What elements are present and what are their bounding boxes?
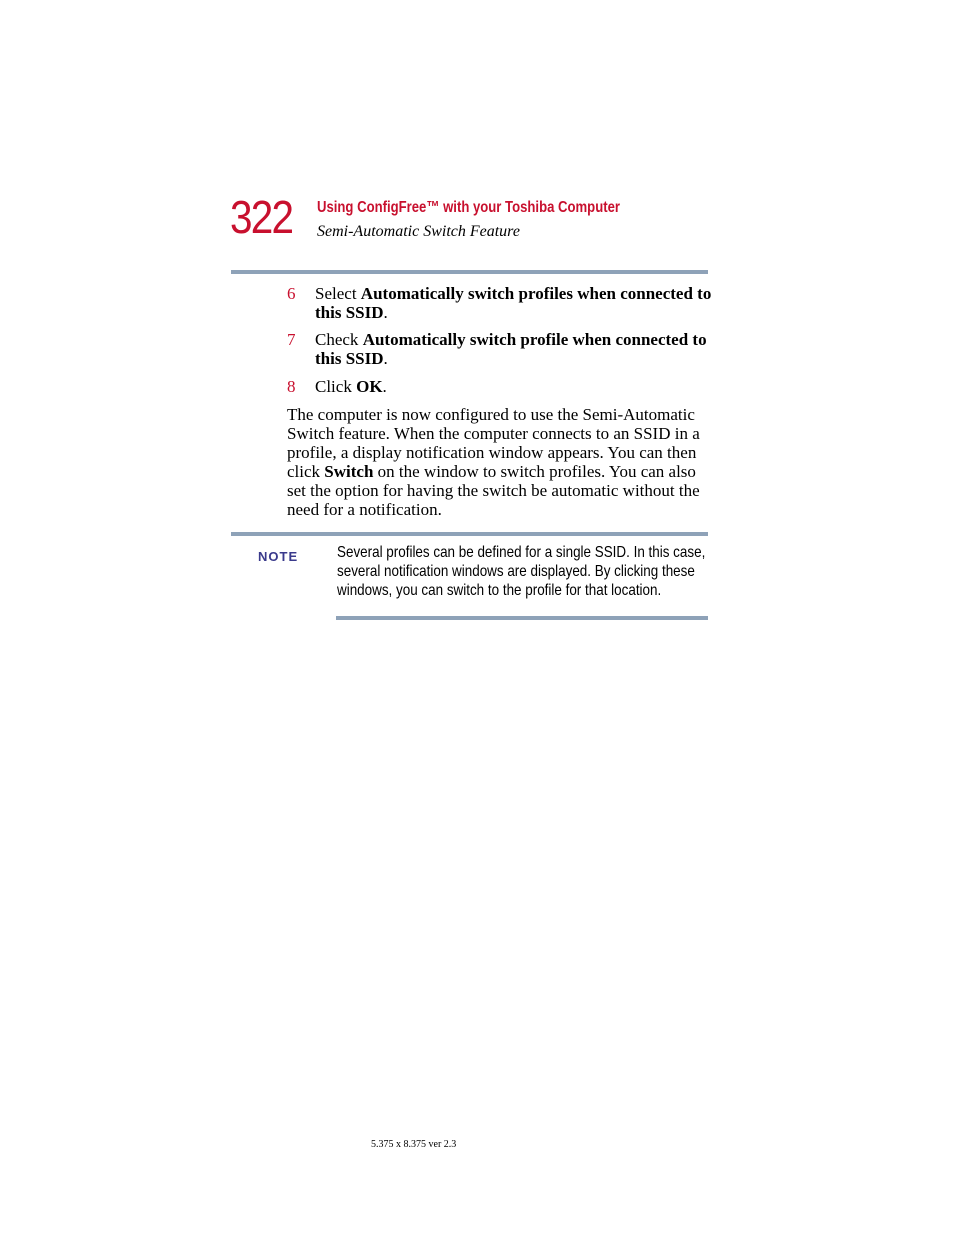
note-label: NOTE <box>258 549 299 564</box>
step-prefix: Click <box>315 377 357 396</box>
step-text <box>315 377 712 396</box>
top-divider <box>231 270 708 274</box>
step-text <box>315 284 712 322</box>
footer-text: 5.375 x 8.375 ver 2.3 <box>371 1139 457 1150</box>
section-title: Semi-Automatic Switch Feature <box>317 223 520 240</box>
step-option: Automatically switch profiles when connected to this SSID <box>315 284 712 322</box>
chapter-title: Using ConfigFree™ with your Toshiba Computer <box>317 199 620 216</box>
paragraph-text: The computer is now configured to use the Semi-Automatic Switch feature. When the computer connects to an SSID in a profile, a display notification window appears. You can then click <box>287 405 700 481</box>
step-suffix: . <box>382 377 387 396</box>
note-text: Several profiles can be defined for a single SSID. In this case, several notification windows are displayed. By clicking these windows, you can switch to the profile for that location. <box>337 544 706 599</box>
note-divider-bottom <box>336 616 708 620</box>
page-number: 322 <box>230 191 293 243</box>
step-suffix: . <box>383 303 388 322</box>
step-option: OK <box>356 377 383 396</box>
step-text <box>315 330 712 368</box>
paragraph-bold: Switch <box>324 462 374 481</box>
step-option: Automatically switch profile when connected to this SSID <box>315 330 707 368</box>
paragraph-text-end: on the window to switch profiles. You can also set the option for having the switch be automatic without the need for a notification. <box>287 462 700 519</box>
step-prefix: Check <box>315 330 363 349</box>
note-divider-top <box>231 532 708 536</box>
step-prefix: Select <box>315 284 361 303</box>
step-number: 7 <box>287 330 296 349</box>
step-suffix: . <box>383 349 388 368</box>
step-number: 6 <box>287 284 296 303</box>
step-number: 8 <box>287 377 296 396</box>
body-paragraph <box>287 405 712 519</box>
